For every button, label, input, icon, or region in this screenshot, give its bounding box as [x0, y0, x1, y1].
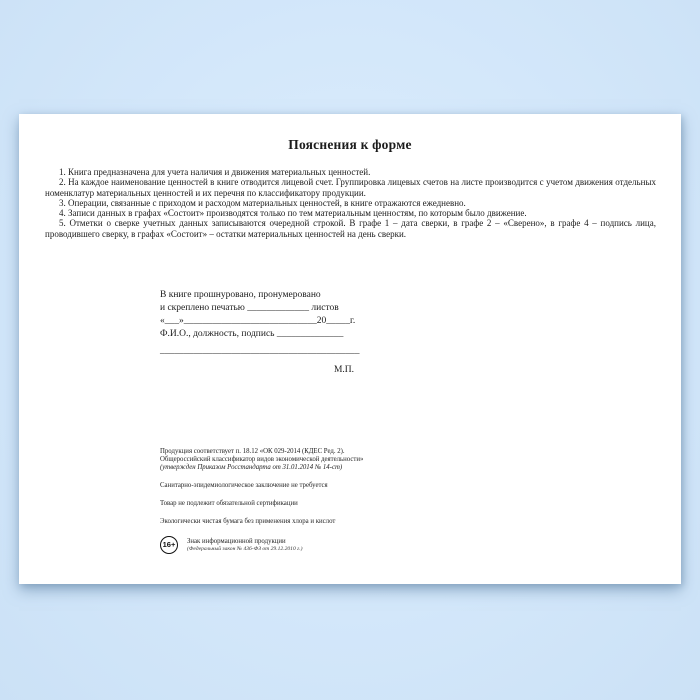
eco-paper-note: Экологически чистая бумага без применения хлора и кислот — [160, 518, 336, 525]
binding-line-1: В книге прошнуровано, пронумеровано — [160, 290, 321, 300]
product-classifier-note-approval: (утвержден Приказом Росстандарта от 31.01.2014 № 14-ст) — [160, 464, 343, 471]
stamp-placeholder: М.П. — [333, 365, 354, 375]
product-classifier-note-line2: Общероссийский классификатор видов экономической деятельности» — [160, 456, 364, 463]
info-sign-law-reference: (Федеральный закон № 436-ФЗ от 29.12.2010 г.) — [187, 546, 303, 552]
product-classifier-note-line1: Продукция соответствует п. 18.12 «ОК 029-2014 (КДЕС Ред. 2). — [160, 448, 345, 455]
info-sign-label: Знак информационной продукции — [187, 538, 286, 545]
binding-line-4-signature: Ф.И.О., должность, подпись ______________ — [160, 329, 344, 339]
explanation-item-2: 2. На каждое наименование ценностей в книге отводится лицевой счет. Группировка лицевых счетов на листе производится с учетом движения отдельных номенклатур материальных ценностей и их перечня по классификатору продукции. — [45, 177, 656, 198]
sanitary-note: Санитарно-эпидемиологическое заключение не требуется — [160, 482, 328, 489]
binding-stamp-block — [160, 289, 372, 377]
certification-note: Товар не подлежит обязательной сертификации — [160, 500, 298, 507]
document-page — [19, 114, 681, 584]
explanations-list — [45, 167, 656, 239]
explanation-item-1: 1. Книга предназначена для учета наличия и движения материальных ценностей. — [59, 167, 371, 177]
page-title: Пояснения к форме — [288, 137, 412, 152]
footer-notes — [160, 448, 460, 554]
binding-line-5-rule: __________________________________________ — [160, 346, 360, 356]
explanation-item-5: 5. Отметки о сверке учетных данных записываются очередной строкой. В графе 1 – дата сверки, в графе 2 – «Сверено», в графе 4 – подпись лица, проводившего сверку, в графах «Состоит» – остатки материальных ценностей на день сверки. — [45, 218, 656, 239]
info-sign-row — [160, 535, 460, 554]
explanation-item-4: 4. Записи данных в графах «Состоит» производятся только по тем материальным ценностям, по которым было движение. — [59, 208, 527, 219]
explanation-item-3: 3. Операции, связанные с приходом и расходом материальных ценностей, в книге отражаются ежедневно. — [59, 197, 466, 208]
binding-line-3-date: «___»____________________________20_____г. — [160, 316, 356, 326]
binding-line-2: и скреплено печатью _____________ листов — [160, 303, 339, 313]
age-16plus-icon: 16+ — [160, 536, 178, 554]
info-sign-text — [187, 535, 303, 553]
